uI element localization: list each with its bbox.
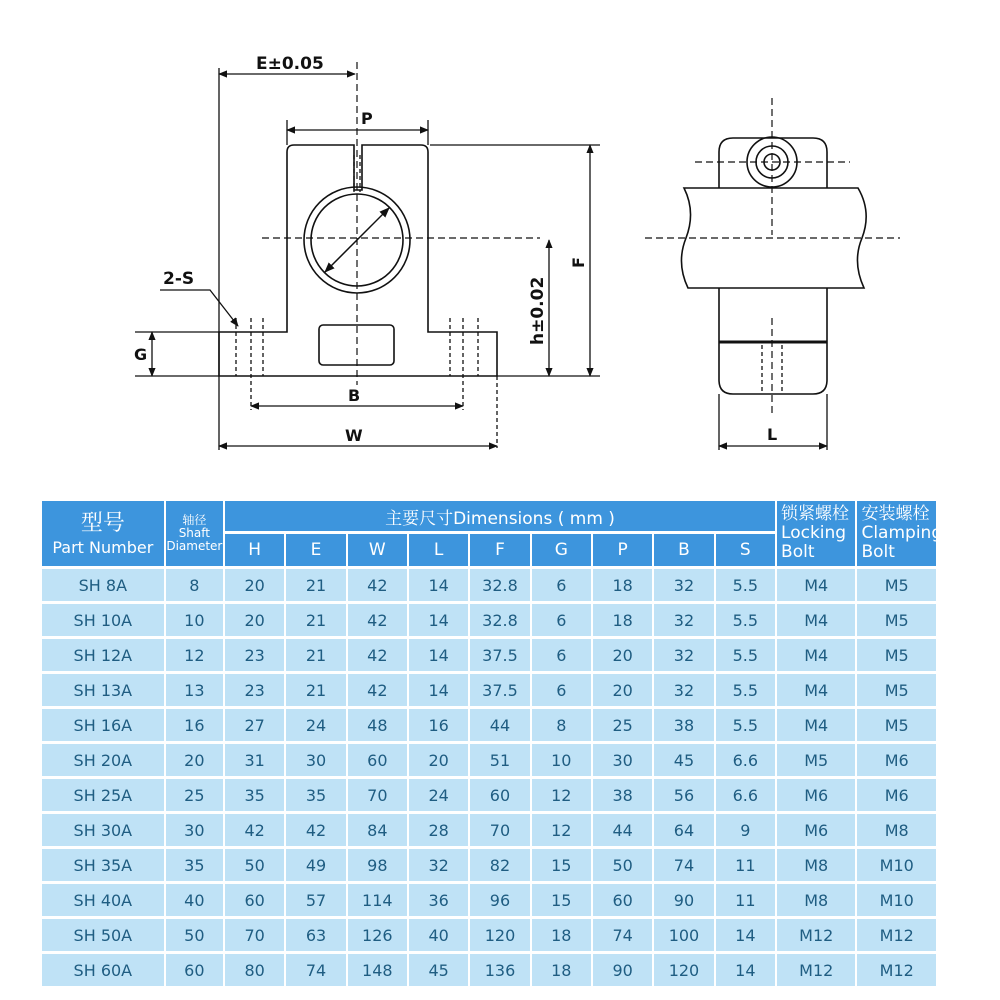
cell-h: 23 [225,639,284,671]
cell-l: 28 [409,814,468,846]
cell-w: 48 [348,709,407,741]
cell-w: 148 [348,954,407,986]
cell-b: 100 [654,919,713,951]
cell-w: 60 [348,744,407,776]
cell-e: 74 [286,954,345,986]
label-f: F [569,257,588,268]
cell-s: 14 [716,954,775,986]
table-row [42,849,936,881]
cell-locking-bolt: M4 [777,674,855,706]
header-part-en: Part Number [52,538,154,557]
cell-locking-bolt: M12 [777,954,855,986]
header-dimensions: 主要尺寸Dimensions ( mm ) [225,501,775,531]
cell-l: 14 [409,639,468,671]
cell-clamping-bolt: M5 [857,709,936,741]
support-body-outline [219,145,497,376]
table-row [42,744,936,776]
table-row [42,674,936,706]
header-shaft-en1: Shaft [178,526,210,540]
header-e: E [286,534,345,566]
cell-part-number: SH 40A [42,884,164,916]
cell-shaft-diameter: 10 [166,604,223,636]
cell-f: 60 [470,779,529,811]
cell-w: 98 [348,849,407,881]
cell-shaft-diameter: 40 [166,884,223,916]
cell-locking-bolt: M6 [777,779,855,811]
cell-g: 6 [532,569,591,601]
cell-f: 51 [470,744,529,776]
header-clamping-bolt [857,501,943,566]
cell-b: 38 [654,709,713,741]
cell-p: 74 [593,919,652,951]
cell-g: 6 [532,604,591,636]
cell-s: 5.5 [716,674,775,706]
cell-locking-bolt: M4 [777,709,855,741]
cell-h: 42 [225,814,284,846]
label-g: G [134,345,148,364]
cell-shaft-diameter: 30 [166,814,223,846]
cell-p: 44 [593,814,652,846]
table-row [42,954,936,986]
cell-f: 136 [470,954,529,986]
header-clamping-en1: Clamping [861,523,943,543]
cell-h: 31 [225,744,284,776]
technical-drawing [0,0,1000,480]
cell-e: 30 [286,744,345,776]
cell-l: 14 [409,604,468,636]
cell-p: 50 [593,849,652,881]
header-shaft-en2: Diameter [166,539,223,553]
cell-l: 16 [409,709,468,741]
cell-f: 70 [470,814,529,846]
cell-w: 70 [348,779,407,811]
cell-l: 32 [409,849,468,881]
cell-clamping-bolt: M12 [857,954,936,986]
cell-p: 38 [593,779,652,811]
cell-s: 6.6 [716,779,775,811]
cell-e: 57 [286,884,345,916]
cell-clamping-bolt: M5 [857,639,936,671]
cell-p: 90 [593,954,652,986]
cell-h: 70 [225,919,284,951]
header-locking-en1: Locking [781,523,847,543]
table-row [42,639,936,671]
header-p: P [593,534,652,566]
header-s: S [716,534,775,566]
label-e: E±0.05 [256,54,324,74]
cell-w: 42 [348,674,407,706]
cell-f: 96 [470,884,529,916]
header-clamping-cn: 安装螺栓 [861,504,930,524]
cell-f: 32.8 [470,569,529,601]
cell-shaft-diameter: 8 [166,569,223,601]
cell-locking-bolt: M8 [777,884,855,916]
cell-e: 21 [286,674,345,706]
label-h: h±0.02 [528,276,548,345]
label-two-s: 2-S [163,269,195,289]
cell-part-number: SH 25A [42,779,164,811]
cell-e: 42 [286,814,345,846]
cell-g: 12 [532,779,591,811]
cell-s: 5.5 [716,639,775,671]
cell-p: 18 [593,569,652,601]
cell-e: 24 [286,709,345,741]
header-w: W [348,534,407,566]
cell-clamping-bolt: M5 [857,674,936,706]
cell-locking-bolt: M6 [777,814,855,846]
cell-clamping-bolt: M10 [857,884,936,916]
cell-f: 82 [470,849,529,881]
table-body [42,569,936,986]
cell-part-number: SH 8A [42,569,164,601]
cell-shaft-diameter: 16 [166,709,223,741]
cell-locking-bolt: M4 [777,569,855,601]
cell-part-number: SH 10A [42,604,164,636]
cell-s: 5.5 [716,569,775,601]
cell-clamping-bolt: M12 [857,919,936,951]
header-b: B [654,534,713,566]
cell-e: 35 [286,779,345,811]
cell-locking-bolt: M4 [777,604,855,636]
cell-g: 10 [532,744,591,776]
cell-b: 32 [654,604,713,636]
label-l: L [767,425,778,444]
label-p: P [361,109,373,128]
cell-s: 11 [716,884,775,916]
cell-l: 40 [409,919,468,951]
cell-part-number: SH 50A [42,919,164,951]
cell-g: 15 [532,849,591,881]
cell-shaft-diameter: 20 [166,744,223,776]
header-f: F [470,534,529,566]
label-w: W [345,426,363,445]
cell-part-number: SH 12A [42,639,164,671]
cell-l: 14 [409,569,468,601]
cell-p: 20 [593,639,652,671]
cell-l: 24 [409,779,468,811]
cell-part-number: SH 30A [42,814,164,846]
cell-s: 14 [716,919,775,951]
cell-w: 114 [348,884,407,916]
cell-part-number: SH 13A [42,674,164,706]
dimension-table [40,498,943,989]
cell-clamping-bolt: M10 [857,849,936,881]
cell-f: 37.5 [470,639,529,671]
header-l: L [409,534,468,566]
cell-b: 32 [654,569,713,601]
cell-l: 36 [409,884,468,916]
cell-w: 126 [348,919,407,951]
cell-part-number: SH 16A [42,709,164,741]
header-shaft-cn: 轴径 [182,513,207,527]
table-row [42,919,936,951]
cell-s: 11 [716,849,775,881]
cell-e: 21 [286,604,345,636]
cell-part-number: SH 60A [42,954,164,986]
cell-l: 14 [409,674,468,706]
cell-h: 23 [225,674,284,706]
header-part-number [42,501,164,566]
cell-p: 18 [593,604,652,636]
cell-clamping-bolt: M6 [857,779,936,811]
cell-p: 25 [593,709,652,741]
cell-h: 35 [225,779,284,811]
cell-h: 20 [225,604,284,636]
front-view [219,145,497,376]
table-row [42,814,936,846]
cell-w: 42 [348,604,407,636]
cell-b: 74 [654,849,713,881]
cell-e: 21 [286,569,345,601]
cell-g: 18 [532,919,591,951]
cell-clamping-bolt: M8 [857,814,936,846]
cell-f: 44 [470,709,529,741]
cell-locking-bolt: M12 [777,919,855,951]
cell-s: 6.6 [716,744,775,776]
table-row [42,604,936,636]
cell-w: 84 [348,814,407,846]
header-part-cn: 型号 [80,511,125,536]
cell-g: 8 [532,709,591,741]
cell-p: 60 [593,884,652,916]
cell-h: 60 [225,884,284,916]
header-locking-cn: 锁紧螺栓 [781,504,850,524]
table-row [42,709,936,741]
cell-f: 32.8 [470,604,529,636]
table-row [42,884,936,916]
cell-g: 6 [532,674,591,706]
cell-e: 21 [286,639,345,671]
cell-locking-bolt: M4 [777,639,855,671]
cell-l: 45 [409,954,468,986]
front-view-center-lines [262,62,540,385]
cell-h: 20 [225,569,284,601]
cell-h: 27 [225,709,284,741]
cell-clamping-bolt: M5 [857,604,936,636]
cell-h: 50 [225,849,284,881]
header-g: G [532,534,591,566]
header-shaft-diameter [166,501,223,566]
header-h: H [225,534,284,566]
header-locking-en2: Bolt [781,542,815,562]
cell-clamping-bolt: M5 [857,569,936,601]
cell-h: 80 [225,954,284,986]
cell-e: 63 [286,919,345,951]
cell-b: 90 [654,884,713,916]
cell-s: 5.5 [716,709,775,741]
cell-shaft-diameter: 35 [166,849,223,881]
cell-part-number: SH 35A [42,849,164,881]
cell-shaft-diameter: 12 [166,639,223,671]
cell-part-number: SH 20A [42,744,164,776]
cell-b: 64 [654,814,713,846]
header-clamping-en2: Bolt [861,542,895,562]
cell-s: 5.5 [716,604,775,636]
table-row [42,779,936,811]
label-b: B [348,386,361,405]
cell-g: 6 [532,639,591,671]
cell-shaft-diameter: 25 [166,779,223,811]
cell-g: 12 [532,814,591,846]
cell-locking-bolt: M8 [777,849,855,881]
header-locking-bolt [777,501,855,566]
cell-shaft-diameter: 50 [166,919,223,951]
cell-shaft-diameter: 60 [166,954,223,986]
cell-p: 20 [593,674,652,706]
cell-f: 120 [470,919,529,951]
cell-l: 20 [409,744,468,776]
cell-p: 30 [593,744,652,776]
cell-b: 32 [654,674,713,706]
front-view-hidden-lines [236,155,497,448]
cell-shaft-diameter: 13 [166,674,223,706]
table-row [42,569,936,601]
cell-w: 42 [348,639,407,671]
cell-g: 15 [532,884,591,916]
cell-e: 49 [286,849,345,881]
side-view [681,137,866,394]
cell-g: 18 [532,954,591,986]
cell-locking-bolt: M5 [777,744,855,776]
cell-b: 56 [654,779,713,811]
cell-b: 120 [654,954,713,986]
cell-s: 9 [716,814,775,846]
cell-w: 42 [348,569,407,601]
cell-f: 37.5 [470,674,529,706]
cell-clamping-bolt: M6 [857,744,936,776]
cell-b: 45 [654,744,713,776]
cell-b: 32 [654,639,713,671]
